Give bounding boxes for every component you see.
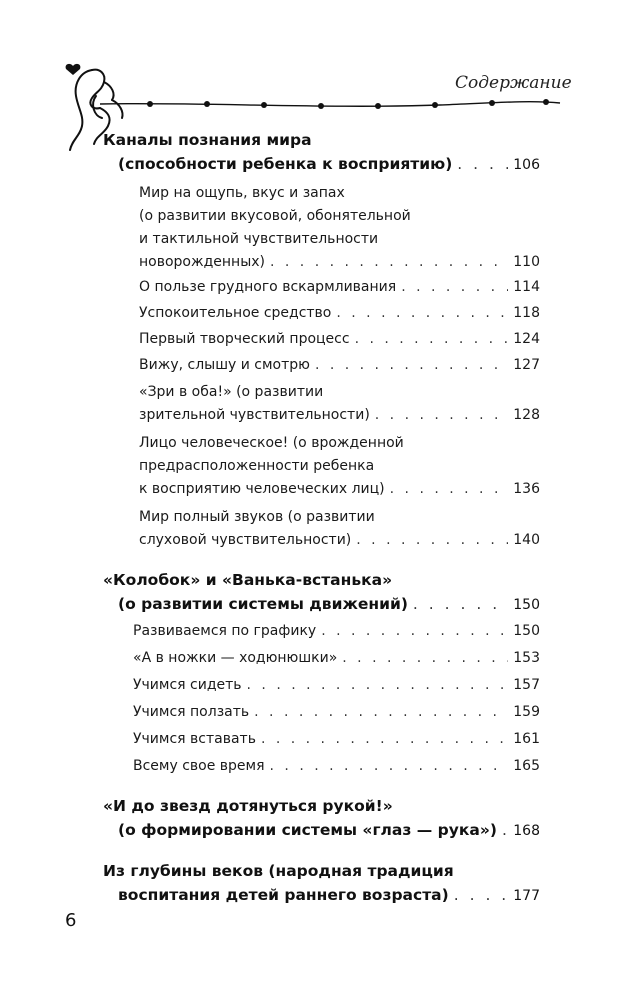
page-ref: 157 (513, 677, 540, 693)
page-ref: 161 (513, 731, 540, 747)
page-ref: 110 (513, 254, 540, 270)
page-ref: 153 (513, 650, 540, 666)
page-ref: 128 (513, 407, 540, 423)
toc-item-entry[interactable]: Учимся вставать . . . 161 (133, 729, 540, 749)
toc-section-1-entry[interactable]: (способности ребенка к восприятию) . . . 106 (118, 154, 540, 175)
page-ref: 177 (513, 888, 540, 904)
toc-item-entry[interactable]: зрительной чувствительности) . . . 128 (139, 405, 540, 425)
toc-item-entry[interactable]: новорожденных) . . . 110 (139, 252, 540, 272)
page-ref: 136 (513, 481, 540, 497)
toc-item-entry[interactable]: Успокоительное средство . . . 118 (139, 303, 540, 323)
toc-item-line: предрасположенности ребенка (139, 458, 375, 474)
toc-item-line: «Зри в оба!» (о развитии (139, 384, 324, 400)
toc-item-line: (о развитии вкусовой, обонятельной (139, 208, 411, 224)
toc-section-2-entry[interactable]: (о развитии системы движений) . . . 150 (118, 594, 540, 615)
toc-item-line: Мир на ощупь, вкус и запах (139, 185, 345, 201)
toc-item-entry[interactable]: слуховой чувствительности) . . . 140 (139, 530, 540, 550)
page-ref: 140 (513, 532, 540, 548)
toc-section-4-entry[interactable]: воспитания детей раннего возраста) . . . 177 (118, 885, 540, 906)
toc-item-entry[interactable]: Учимся сидеть . . . 157 (133, 675, 540, 695)
toc-item-entry[interactable]: Развиваемся по графику . . . 150 (133, 621, 540, 641)
toc-item-line: Лицо человеческое! (о врожденной (139, 435, 404, 451)
heart-icon (66, 64, 81, 75)
page-number: 6 (65, 910, 77, 931)
toc-item-entry[interactable]: О пользе грудного вскармливания . . . 114 (139, 277, 540, 297)
toc-item-line: Мир полный звуков (о развитии (139, 509, 375, 525)
toc-item-line: и тактильной чувствительности (139, 231, 379, 247)
toc-item-entry[interactable]: «А в ножки — ходюнюшки» . . . 153 (133, 648, 540, 668)
toc-item-entry[interactable]: Вижу, слышу и смотрю . . . 127 (139, 355, 540, 375)
page-ref: 168 (513, 823, 540, 839)
page-ref: 165 (513, 758, 540, 774)
page-ref: 127 (513, 357, 540, 373)
page-ref: 150 (513, 597, 540, 613)
toc-section-2-title-line1: «Колобок» и «Ванька-встанька» (103, 571, 393, 589)
rule-dots (147, 99, 549, 109)
toc-item-entry[interactable]: к восприятию человеческих лиц) . . . 136 (139, 479, 540, 499)
toc-section-4-title-line1: Из глубины веков (народная традиция (103, 862, 454, 880)
page-ref: 118 (513, 305, 540, 321)
page-ref: 150 (513, 623, 540, 639)
page-ref: 159 (513, 704, 540, 720)
toc-item-entry[interactable]: Первый творческий процесс . . . 124 (139, 329, 540, 349)
toc-item-entry[interactable]: Всему свое время . . . 165 (133, 756, 540, 776)
toc-section-1-title-line1: Каналы познания мира (103, 131, 312, 149)
page-ref: 124 (513, 331, 540, 347)
toc-section-3-title-line1: «И до звезд дотянуться рукой!» (103, 797, 393, 815)
toc-item-entry[interactable]: Учимся ползать . . . 159 (133, 702, 540, 722)
toc-section-3-entry[interactable]: (о формировании системы «глаз — рука») . . . 168 (118, 820, 540, 841)
running-header-title: Содержание (455, 73, 572, 93)
page-ref: 106 (513, 157, 540, 173)
page-ref: 114 (513, 279, 540, 295)
